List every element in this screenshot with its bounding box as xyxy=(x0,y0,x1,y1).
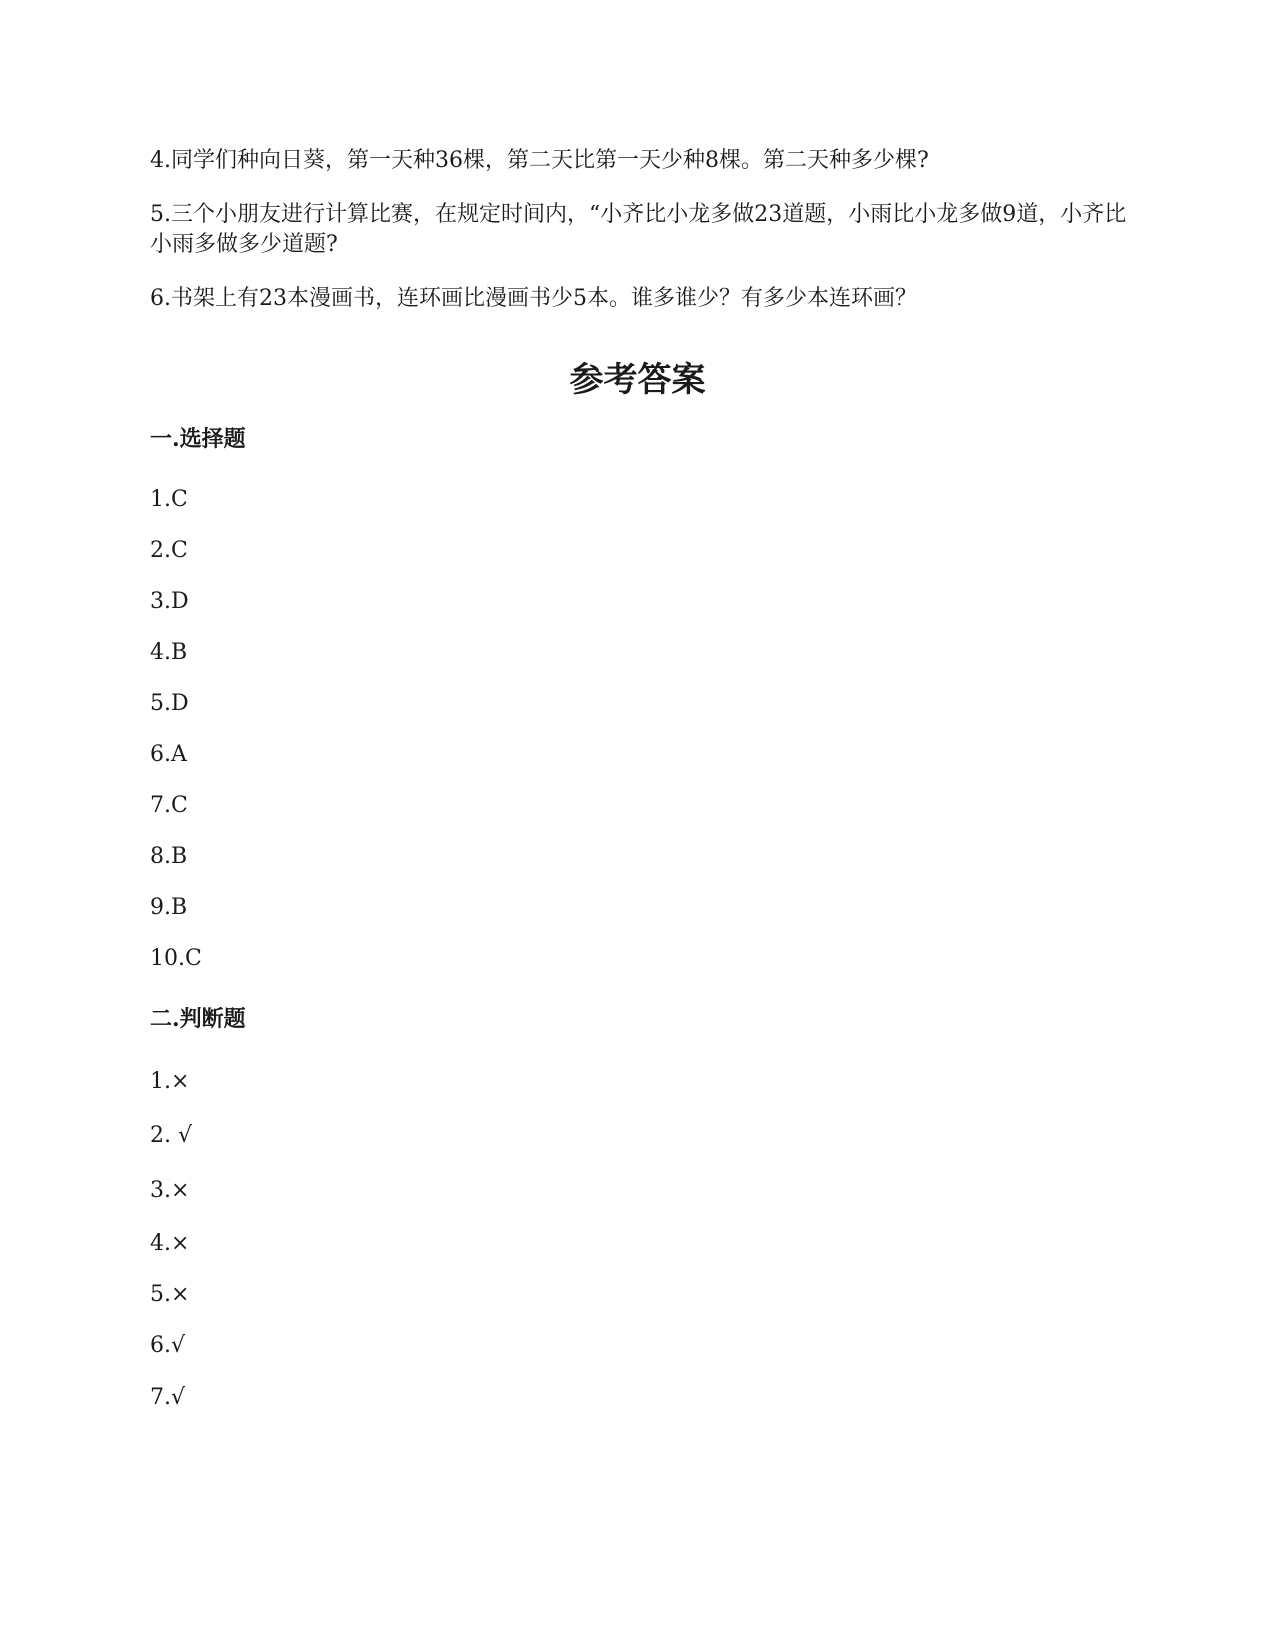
judge-answer-4: 4.× xyxy=(150,1231,190,1256)
judge-answer-2: 2. √ xyxy=(150,1123,193,1148)
choice-answer-4: 4.B xyxy=(150,640,188,665)
choice-answer-8: 8.B xyxy=(150,844,188,869)
question-6: 6.书架上有23本漫画书，连环画比漫画书少5本。谁多谁少？有多少本连环画？ xyxy=(150,286,917,311)
choice-answer-5: 5.D xyxy=(150,691,189,716)
question-5: 5.三个小朋友进行计算比赛，在规定时间内，“小齐比小龙多做23道题，小雨比小龙多做9道，小齐比小雨多做多少道题? xyxy=(150,202,1127,257)
answer-key-title: 参考答案 xyxy=(569,360,706,400)
choice-answer-10: 10.C xyxy=(150,946,202,971)
question-4: 4.同学们种向日葵，第一天种36棵，第二天比第一天少种8棵。第二天种多少棵? xyxy=(150,148,929,173)
choice-answer-9: 9.B xyxy=(150,895,188,920)
judge-answer-3: 3.× xyxy=(150,1178,190,1203)
choice-answer-1: 1.C xyxy=(150,487,188,512)
choice-answer-6: 6.A xyxy=(150,742,187,767)
judge-answer-6: 6.√ xyxy=(150,1333,186,1358)
choice-answer-7: 7.C xyxy=(150,793,188,818)
judge-answer-5: 5.× xyxy=(150,1282,190,1307)
choice-answer-3: 3.D xyxy=(150,589,189,614)
choice-answer-2: 2.C xyxy=(150,538,188,563)
judge-answer-1: 1.× xyxy=(150,1069,190,1094)
section-heading-multiple-choice: 一.选择题 xyxy=(150,426,246,452)
judge-answer-7: 7.√ xyxy=(150,1385,186,1410)
section-heading-true-false: 二.判断题 xyxy=(150,1006,246,1032)
